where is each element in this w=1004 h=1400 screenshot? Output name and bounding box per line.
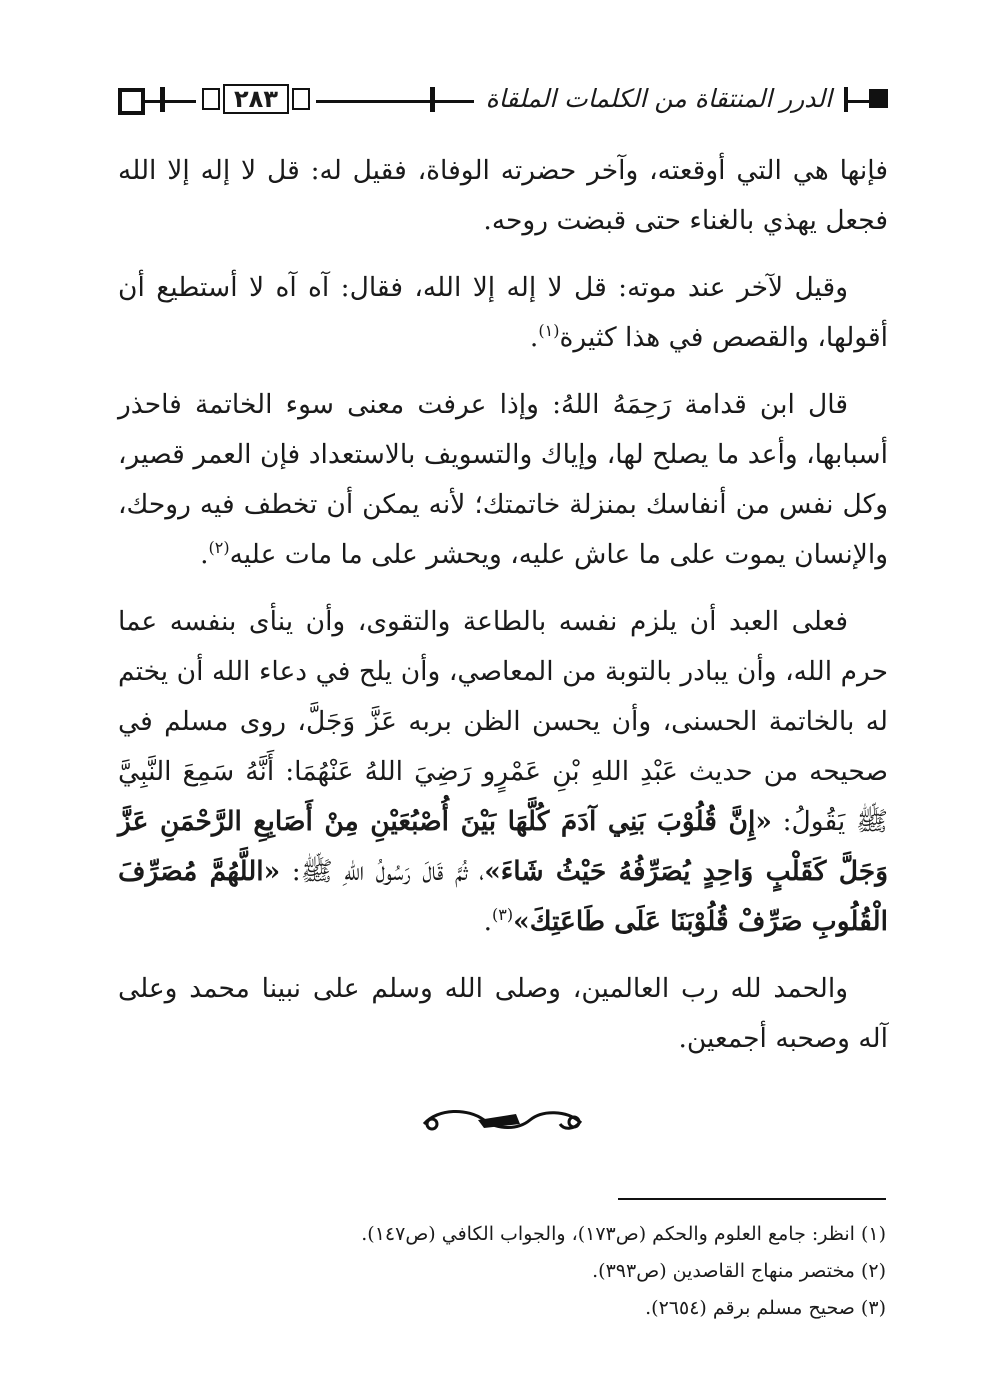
hadith-quote: «اللَّهُمَّ مُصَرِّفَ الْقُلُوبِ صَرِّفْ قُلُوْبَنَا عَلَى طَاعَتِكَ» [118,856,888,937]
frame-knot-ornament [202,88,220,110]
paragraph-text: وقيل لآخر عند موته: قل لا إله إلا الله، فقال: آه آه لا أستطيع أن أقولها، والقصص في هذا كثيرة [118,272,888,353]
paragraph [118,380,888,580]
footnote-marker: (٢) [208,538,230,558]
header-bar-ornament [430,87,435,112]
footnote-item: (١) انظر: جامع العلوم والحكم (ص١٧٣)، والجواب الكافي (ص١٤٧). [361,1223,886,1245]
running-header [118,80,888,124]
punctuation: . [200,539,209,570]
paragraph [118,146,888,246]
footnote-separator [618,1198,886,1200]
paragraph-text: ، ثُمَّ قَالَ رَسُولُ اللهِ ﷺ: [280,856,485,887]
footnote-marker: (١) [538,321,560,341]
book-title: الدرر المنتقاة من الكلمات الملقاة [474,80,844,118]
header-square-outline-ornament [118,88,145,115]
page-body [118,146,888,1081]
paragraph-text: فإنها هي التي أوقعته، وآخر حضرته الوفاة، فقيل له: قل لا إله إلا الله فجعل يهذي بالغناء حتى قبضت روحه. [118,155,888,236]
header-bar-ornament [160,87,165,112]
punctuation: . [529,322,539,353]
paragraph-text: فعلى العبد أن يلزم نفسه بالطاعة والتقوى، وأن ينأى بنفسه عما حرم الله، وأن يبادر بالتوبة من المعاصي، وأن يلح في دعاء الله أن يختم له بالخاتمة الحسنى، وأن يحسن الظن بربه عَزَّ وَجَلَّ، روى مسلم في صحيحه من حديث عَبْدِ اللهِ بْنِ عَمْرٍو رَضِيَ اللهُ عَنْهُمَا: أَنَّهُ سَمِعَ النَّبِيَّ ﷺ يَقُولُ: [118,606,888,837]
frame-knot-ornament [292,88,310,110]
page-number-frame [196,84,316,114]
paragraph-text: قال ابن قدامة رَحِمَهُ اللهُ: وإذا عرفت معنى سوء الخاتمة فاحذر أسبابها، وأعد ما يصلح لها، وإياك والتسويف بالاستعداد فإن العمر قصير، وكل نفس من أنفاسك بمنزلة خاتمتك؛ لأنه يمكن أن تخطف فيه روحك، والإنسان يموت على ما عاش عليه، ويحشر على ما مات عليه [118,389,888,570]
footnotes [116,1216,886,1327]
page-number: ٢٨٣ [223,84,289,114]
footnote-marker: (٣) [492,905,514,925]
footnote-item: (٢) مختصر منهاج القاصدين (ص٣٩٣). [592,1260,886,1282]
punctuation: . [483,906,493,937]
paragraph [118,597,888,947]
header-square-filled-ornament [869,89,888,108]
paragraph-text: والحمد لله رب العالمين، وصلى الله وسلم على نبينا محمد وعلى آله وصحبه أجمعين. [118,973,888,1054]
closing-ornament-icon [418,1100,588,1140]
paragraph [118,263,888,363]
paragraph [118,964,888,1064]
footnote-item: (٣) صحيح مسلم برقم (٢٦٥٤). [645,1297,886,1319]
hadith-quote: «إِنَّ قُلُوْبَ بَنِي آدَمَ كُلَّهَا بَيْنَ أُصْبُعَيْنِ مِنْ أَصَابِعِ الرَّحْمَنِ عَزَّ وَجَلَّ كَقَلْبٍ وَاحِدٍ يُصَرِّفُهُ حَيْثُ شَاءَ» [118,806,888,887]
